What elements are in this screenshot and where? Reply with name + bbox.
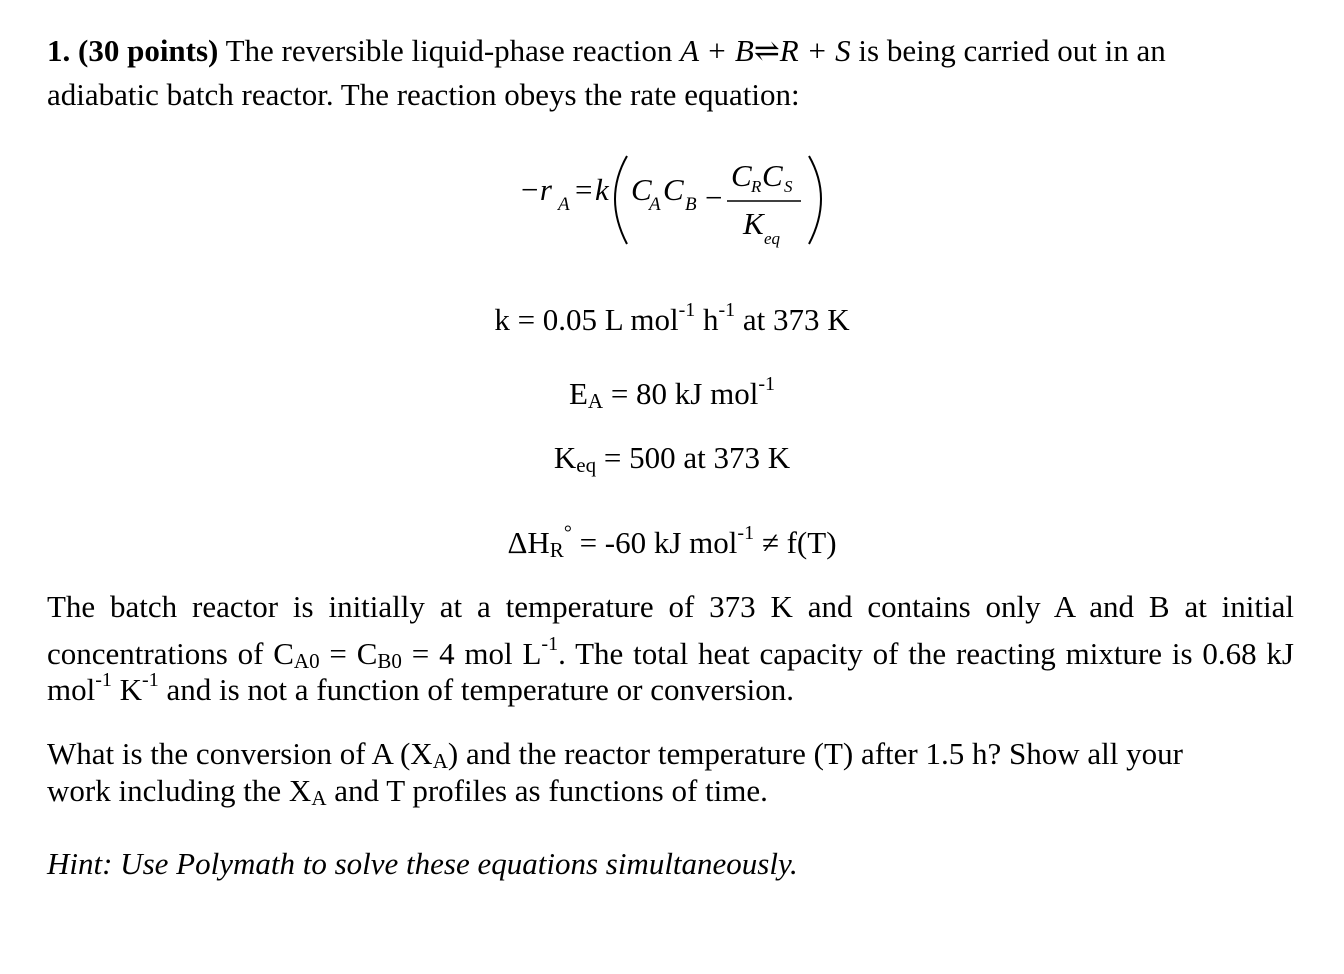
paragraph1-line2: concentrations of CA0 = CB0 = 4 mol $L^{-1}$. The total heat capacity of the reacting mixture is 0.68 kJ xyxy=(47,633,1294,673)
problem-statement-line-2: adiabatic batch reactor. The reaction obeys the rate equation: xyxy=(47,77,800,112)
not-equal-icon: ≠ xyxy=(761,525,779,560)
right-paren-icon xyxy=(809,156,821,244)
term-ca: C xyxy=(631,172,652,207)
problem-points: (30 points) xyxy=(78,33,219,68)
rate-minus: − xyxy=(705,180,723,215)
paragraph1-line1: The batch reactor is initially at a temperature of 373 K and contains only A and B at initial xyxy=(47,589,1294,624)
problem-statement-line-1 xyxy=(47,33,1166,69)
num-cr-sub: R xyxy=(751,177,762,196)
param-heat-of-reaction: ΔHR° = -60 kJ mol$^{-1}$ ≠ f(T) xyxy=(507,522,837,562)
paragraph2-line2: work including the XA and T profiles as functions of time. xyxy=(47,773,768,810)
hint-text: Hint: Use Polymath to solve these equations simultaneously. xyxy=(47,846,798,881)
rate-equation xyxy=(505,148,905,258)
reaction-rhs: R + S xyxy=(779,33,851,68)
equilibrium-arrow-icon: ⇌ xyxy=(753,33,780,68)
den-k-sub: eq xyxy=(764,229,781,248)
degree-icon: ° xyxy=(563,522,572,544)
rate-constant-k: k xyxy=(595,172,609,207)
paragraph1-line3: mol$^{-1}$ $K^{-1}$ and is not a function of temperature or conversion. xyxy=(47,669,795,707)
rate-lhs-sub: A xyxy=(558,194,570,215)
term-cb-sub: B xyxy=(685,194,697,215)
paragraph2-line1: What is the conversion of A (XA) and the reactor temperature (T) after 1.5 h? Show all your xyxy=(47,736,1183,773)
num-cr: C xyxy=(731,158,752,193)
rate-lhs: −r xyxy=(519,172,552,207)
term-ca-sub: A xyxy=(649,194,661,215)
rate-equals: = xyxy=(575,172,593,207)
param-keq: Keq = 500 at 373 K xyxy=(553,440,791,477)
left-paren-icon xyxy=(615,156,627,244)
intro-text: The reversible liquid-phase reaction xyxy=(225,33,673,68)
intro-tail: is being carried out in an xyxy=(858,33,1166,68)
param-k: k = 0.05 L mol$^{-1}$ $h^{-1}$ at 373 K xyxy=(494,299,850,337)
den-k: K xyxy=(743,206,764,241)
reaction-lhs: A + B xyxy=(680,33,754,68)
num-cs-sub: S xyxy=(784,177,793,196)
term-cb: C xyxy=(663,172,684,207)
num-cs: C xyxy=(762,158,783,193)
problem-number: 1. xyxy=(47,33,71,68)
param-activation-energy: EA = 80 kJ mol$^{-1}$ xyxy=(568,373,776,413)
